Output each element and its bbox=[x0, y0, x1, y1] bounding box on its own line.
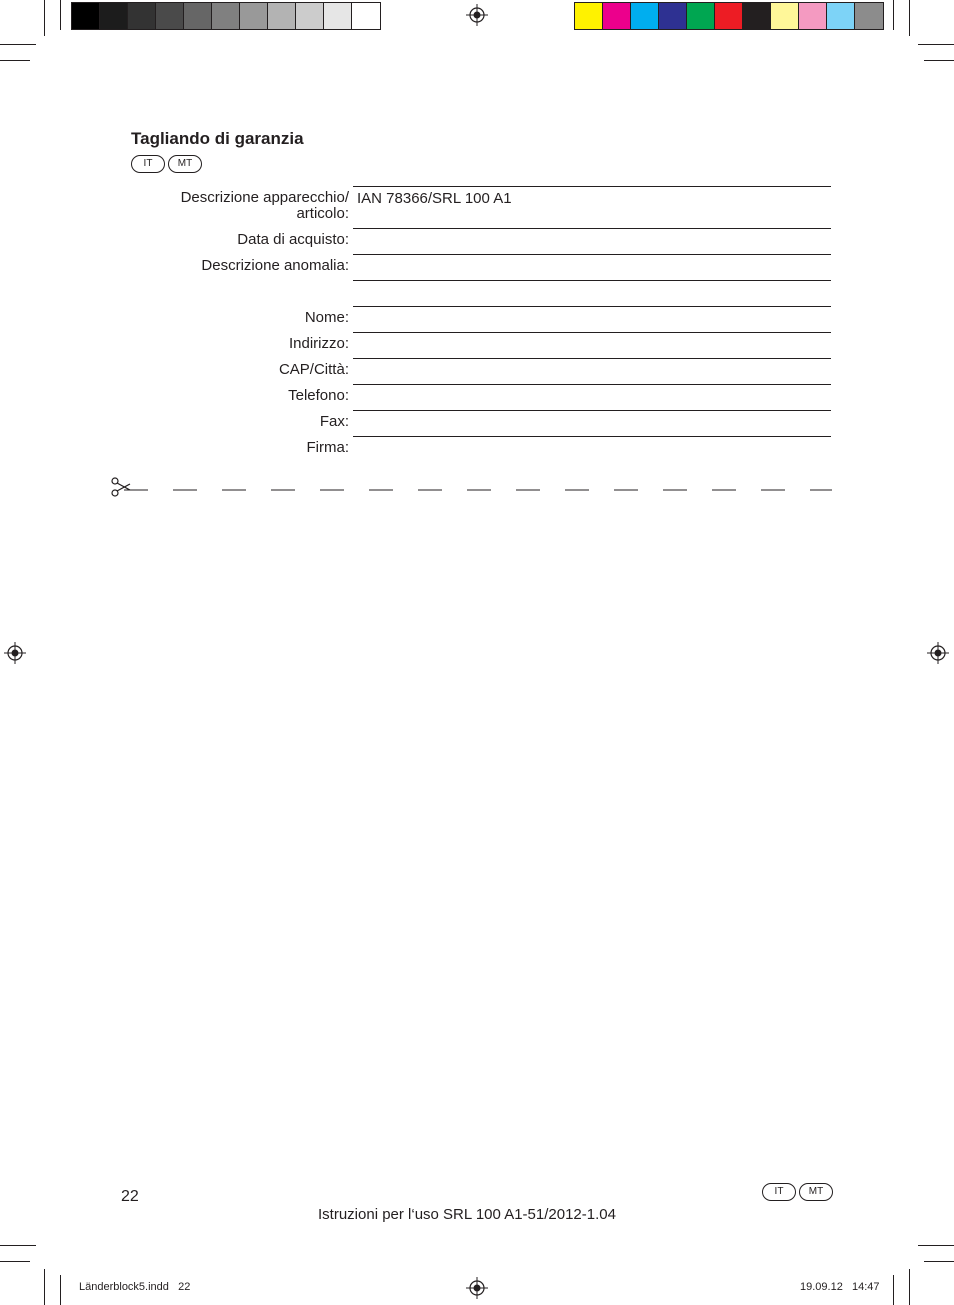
article-field[interactable]: IAN 78366/SRL 100 A1 bbox=[353, 187, 831, 229]
form-row-fax bbox=[131, 411, 831, 437]
fault-description-field[interactable] bbox=[353, 255, 831, 281]
gray-swatch bbox=[128, 3, 156, 29]
color-swatch bbox=[743, 3, 771, 29]
color-swatch bbox=[715, 3, 743, 29]
form-row-purchase-date bbox=[131, 229, 831, 255]
registration-mark-icon bbox=[927, 642, 949, 664]
article-label: Descrizione apparecchio/ articolo: bbox=[180, 189, 349, 222]
footer-badge-it: IT bbox=[762, 1183, 796, 1201]
cut-line bbox=[104, 476, 832, 498]
fault-description-label: Descrizione anomalia: bbox=[201, 257, 349, 274]
gray-color-bar bbox=[71, 2, 381, 30]
form-row-name bbox=[131, 307, 831, 333]
registration-mark-icon bbox=[466, 4, 488, 26]
name-label: Nome: bbox=[304, 309, 349, 326]
color-swatch bbox=[575, 3, 603, 29]
signature-field[interactable] bbox=[353, 437, 831, 463]
fax-field[interactable] bbox=[353, 411, 831, 437]
gray-swatch bbox=[184, 3, 212, 29]
page-title: Tagliando di garanzia bbox=[131, 129, 304, 148]
color-swatch bbox=[631, 3, 659, 29]
form-row-article bbox=[131, 187, 831, 229]
color-swatch bbox=[687, 3, 715, 29]
gray-swatch bbox=[212, 3, 240, 29]
gray-swatch bbox=[296, 3, 324, 29]
slug-date: 19.09.12 14:47 bbox=[800, 1281, 880, 1293]
postcode-city-label: CAP/Città: bbox=[278, 361, 349, 378]
purchase-date-field[interactable] bbox=[353, 229, 831, 255]
gray-swatch bbox=[156, 3, 184, 29]
scissors-icon bbox=[112, 478, 130, 496]
page-number: 22 bbox=[121, 1188, 139, 1205]
color-swatch bbox=[799, 3, 827, 29]
registration-mark-icon bbox=[466, 1277, 488, 1299]
form-row-fault bbox=[131, 255, 831, 281]
phone-field[interactable] bbox=[353, 385, 831, 411]
language-badge-it: IT bbox=[131, 155, 165, 173]
color-swatch bbox=[827, 3, 855, 29]
form-row-fault-continued bbox=[131, 281, 831, 307]
fault-description-field-2[interactable] bbox=[353, 281, 831, 307]
purchase-date-label: Data di acquisto: bbox=[237, 231, 349, 248]
gray-swatch bbox=[268, 3, 296, 29]
registration-mark-icon bbox=[4, 642, 26, 664]
language-badges bbox=[131, 155, 202, 173]
name-field[interactable] bbox=[353, 307, 831, 333]
color-swatch bbox=[603, 3, 631, 29]
address-label: Indirizzo: bbox=[288, 335, 349, 352]
form-row-signature bbox=[131, 437, 831, 463]
gray-swatch bbox=[324, 3, 352, 29]
footer-document-title: Istruzioni per l‘uso SRL 100 A1-51/2012-1.04 bbox=[318, 1206, 616, 1223]
form-row-city bbox=[131, 359, 831, 385]
gray-swatch bbox=[72, 3, 100, 29]
postcode-city-field[interactable] bbox=[353, 359, 831, 385]
address-field[interactable] bbox=[353, 333, 831, 359]
form-row-phone bbox=[131, 385, 831, 411]
gray-swatch bbox=[352, 3, 380, 29]
phone-label: Telefono: bbox=[288, 387, 349, 404]
color-swatch bbox=[855, 3, 883, 29]
gray-swatch bbox=[100, 3, 128, 29]
signature-label: Firma: bbox=[306, 439, 349, 456]
fault-continued-label bbox=[131, 281, 349, 307]
gray-swatch bbox=[240, 3, 268, 29]
color-swatch bbox=[771, 3, 799, 29]
warranty-form bbox=[131, 186, 831, 463]
form-row-address bbox=[131, 333, 831, 359]
footer-language-badges bbox=[762, 1183, 833, 1201]
color-swatch bbox=[659, 3, 687, 29]
language-badge-mt: MT bbox=[168, 155, 202, 173]
fax-label: Fax: bbox=[319, 413, 349, 430]
process-color-bar bbox=[574, 2, 884, 30]
footer-badge-mt: MT bbox=[799, 1183, 833, 1201]
slug-file-name: Länderblock5.indd 22 bbox=[79, 1281, 191, 1293]
